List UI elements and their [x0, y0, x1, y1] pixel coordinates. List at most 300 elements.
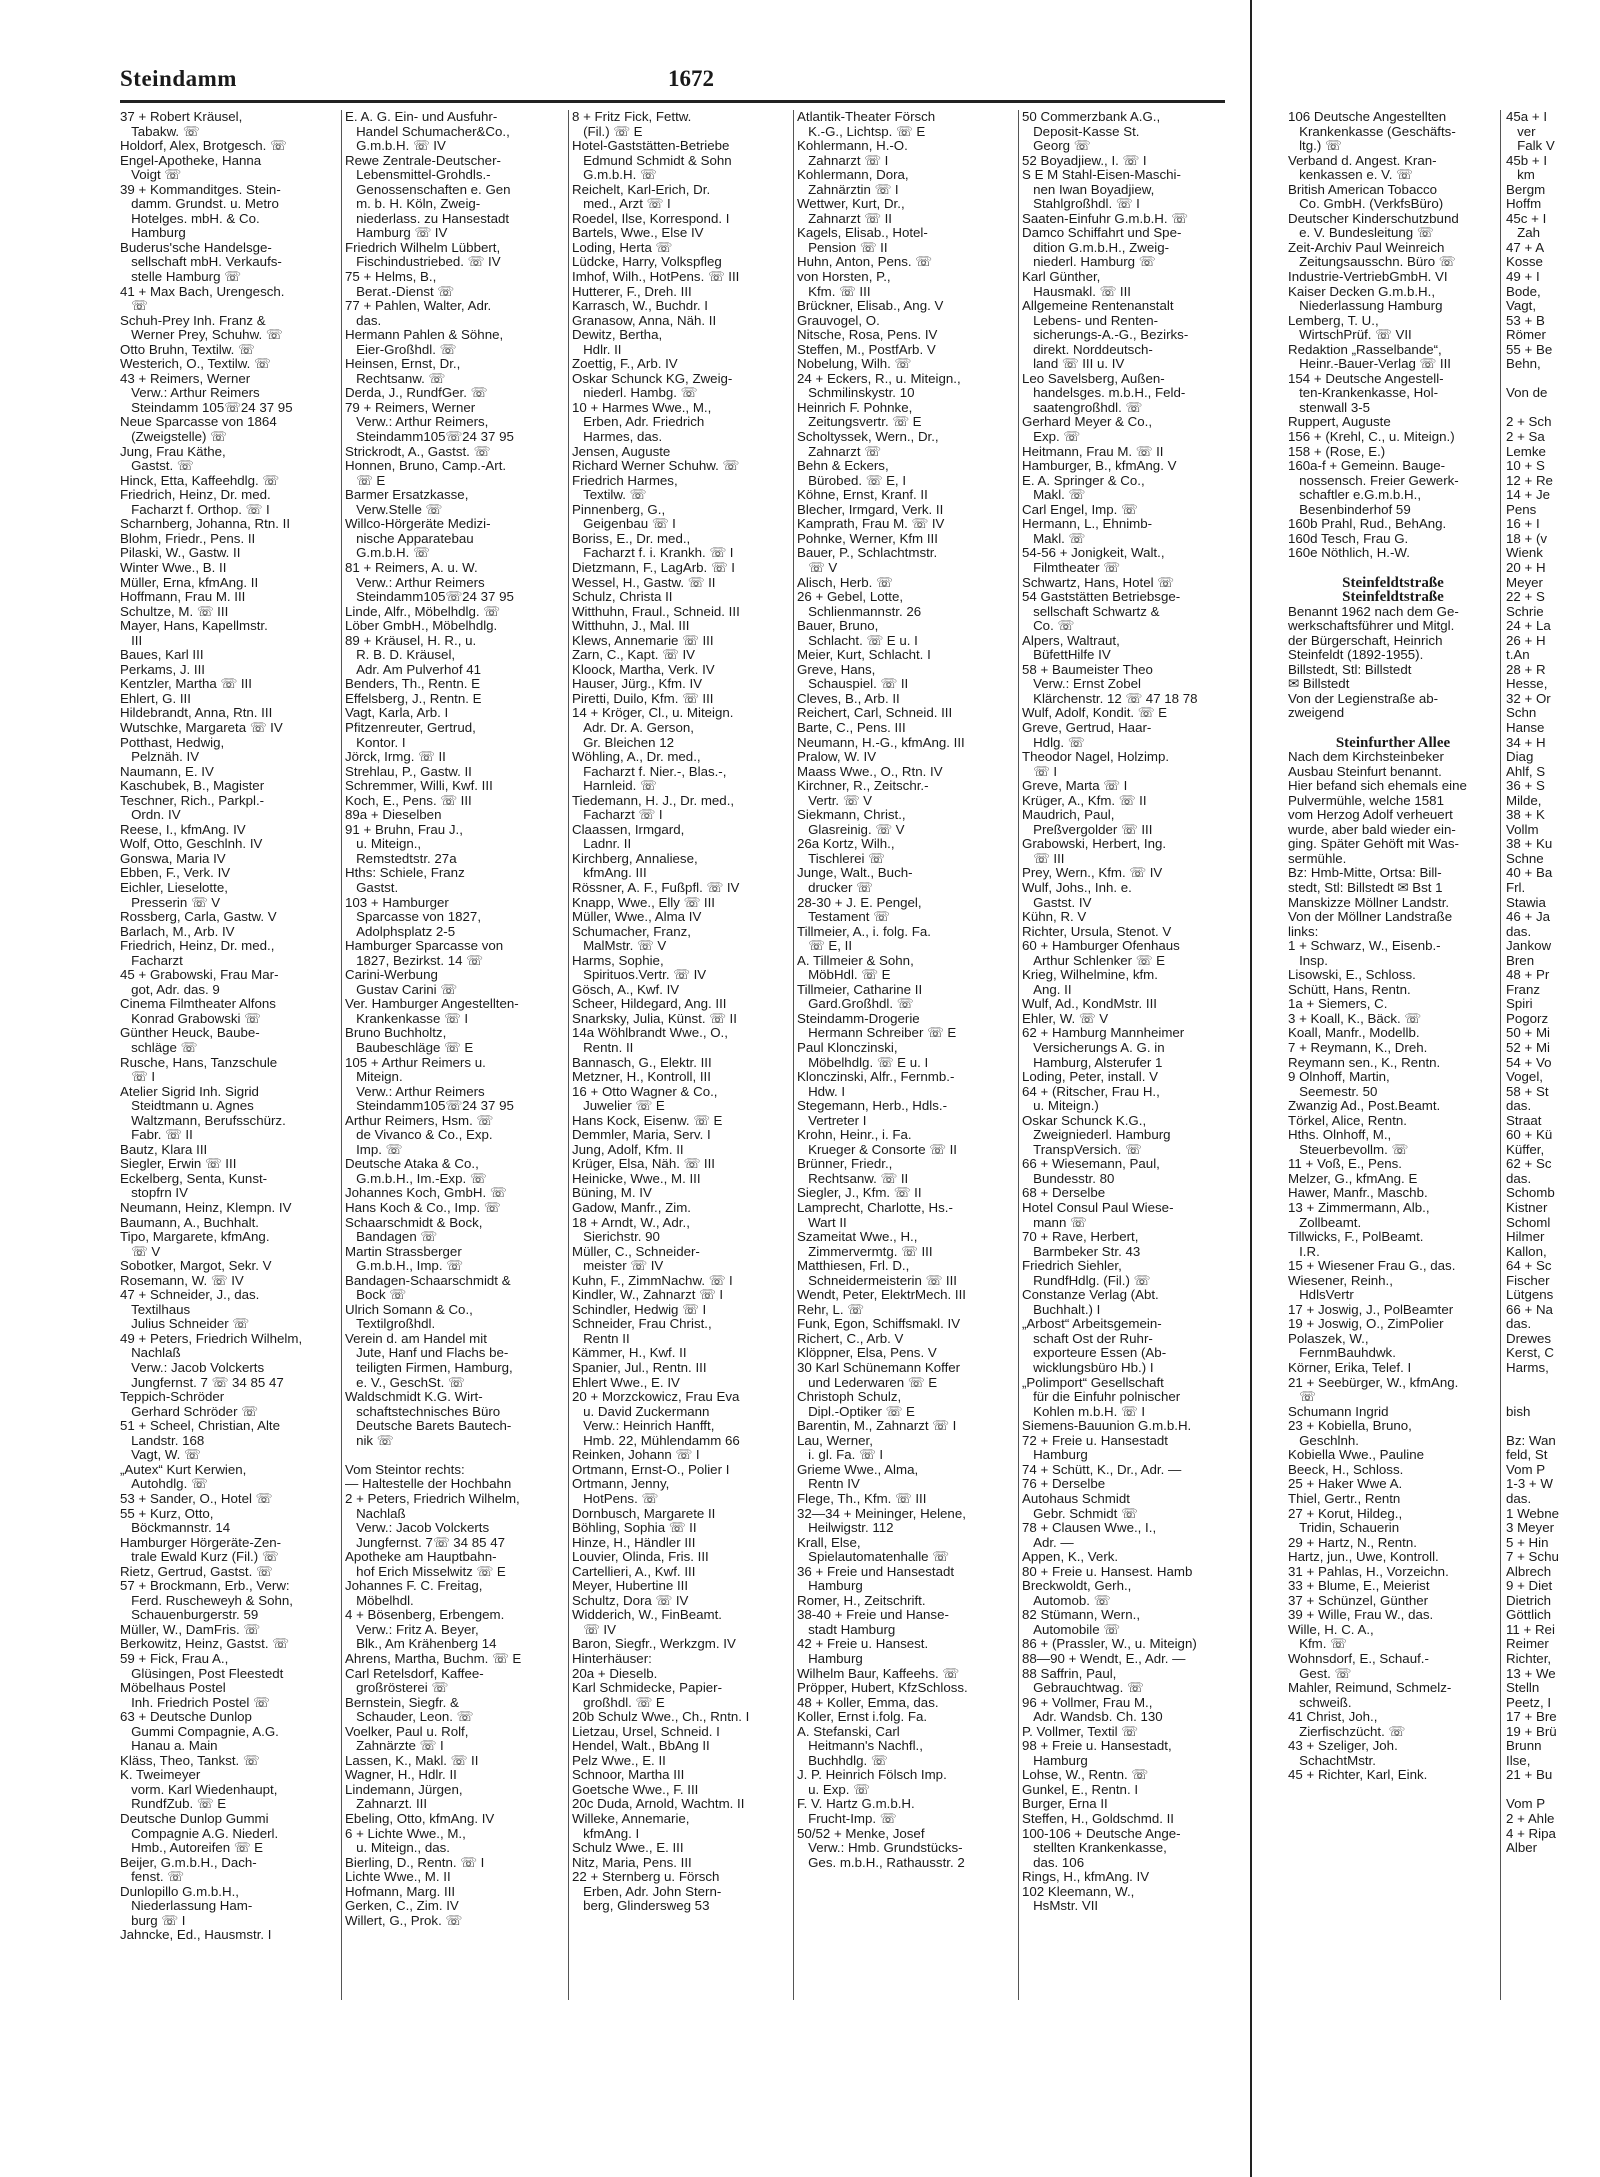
directory-entry-line: Nach dem Kirchsteinbeker: [1288, 749, 1444, 765]
directory-entry-line: Deutsche Dunlop Gummi: [120, 1810, 269, 1826]
directory-entry-line: Hamburg: [1022, 1752, 1088, 1768]
directory-entry-line: Johannes Koch, GmbH. ☏: [345, 1185, 507, 1201]
directory-entry-line: Carl Retelsdorf, Kaffee-: [345, 1665, 484, 1681]
directory-entry-line: Bauer, Bruno,: [797, 618, 879, 634]
directory-entry-line: 6 + Lichte Wwe., M.,: [345, 1825, 466, 1841]
directory-entry-line: K.-G., Lichtsp. ☏ E: [797, 123, 926, 139]
directory-entry-line: Pelznäh. IV: [120, 749, 200, 765]
directory-entry-line: 2 + Ahle: [1506, 1810, 1555, 1826]
directory-entry-line: HsMstr. VII: [1022, 1898, 1099, 1914]
directory-entry-line: Hendel, Walt., BbAng II: [572, 1738, 710, 1754]
directory-entry-line: Blecher, Irmgard, Verk. II: [797, 501, 944, 517]
directory-entry-line: Bandagen-Schaarschmidt &: [345, 1272, 511, 1288]
directory-entry-line: Barentin, M., Zahnarzt ☏ I: [797, 1418, 957, 1434]
directory-entry-line: Friedrich Wilhelm Lübbert,: [345, 239, 501, 255]
directory-entry-line: für die Einfuhr polnischer: [1022, 1389, 1181, 1405]
directory-entry-line: Kistner: [1506, 1200, 1548, 1216]
directory-entry-line: Zollbeamt.: [1288, 1214, 1362, 1230]
directory-entry-line: Vom Steintor rechts:: [345, 1461, 465, 1477]
directory-entry-line: Ver. Hamburger Angestellten-: [345, 996, 519, 1012]
directory-entry-line: 1827, Bezirkst. 14 ☏: [345, 952, 483, 968]
directory-entry-line: Lisowski, E., Schloss.: [1288, 967, 1416, 983]
directory-entry-line: Holdorf, Alex, Brotgesch. ☏: [120, 138, 287, 154]
directory-entry-line: Vogel,: [1506, 1069, 1543, 1085]
directory-entry-line: Hans Kock, Eisenw. ☏ E: [572, 1112, 723, 1128]
directory-entry-line: 154 + Deutsche Angestell-: [1288, 370, 1444, 386]
directory-entry-line: 91 + Bruhn, Frau J.,: [345, 821, 463, 837]
directory-entry-line: Vom P: [1506, 1461, 1546, 1477]
directory-entry-line: (Fil.) ☏ E: [572, 123, 643, 139]
directory-entry-line: mann ☏: [1022, 1214, 1087, 1230]
directory-entry-line: Tischlerei ☏: [797, 850, 885, 866]
directory-entry-line: Krohn, Heinr., i. Fa.: [797, 1127, 912, 1143]
directory-entry-line: Zoettig, F., Arb. IV: [572, 356, 678, 372]
directory-entry-line: Tabakw. ☏: [120, 123, 200, 139]
directory-entry-line: nik ☏: [345, 1432, 394, 1448]
directory-entry-line: Schlienmannstr. 26: [797, 603, 922, 619]
directory-entry-line: [1506, 1783, 1600, 1798]
directory-entry-line: Kläss, Theo, Tankst. ☏: [120, 1752, 260, 1768]
directory-entry-line: 24 + La: [1506, 618, 1551, 634]
directory-entry-line: 160d Tesch, Frau G.: [1288, 530, 1409, 546]
directory-entry-line: Friedrich Harmes,: [572, 472, 678, 488]
directory-entry-line: Verw.: Jacob Volckerts: [345, 1520, 490, 1536]
directory-entry-line: ☏: [120, 298, 148, 314]
directory-entry-line: Krüger, Elsa, Näh. ☏ III: [572, 1156, 716, 1172]
directory-entry-line: Reichelt, Karl-Erich, Dr.: [572, 181, 711, 197]
directory-entry-line: Christoph Schulz,: [797, 1389, 902, 1405]
directory-entry-line: Schultz, Dora ☏ IV: [572, 1592, 689, 1608]
directory-entry-line: Lemberg, T. U.,: [1288, 312, 1379, 328]
directory-entry-line: Wilhelm Baur, Kaffeehs. ☏: [797, 1665, 959, 1681]
directory-entry-line: Koller, Ernst i.folg. Fa.: [797, 1709, 928, 1725]
directory-entry-line: 102 Kleemann, W.,: [1022, 1883, 1135, 1899]
directory-entry-line: Seemestr. 50: [1288, 1083, 1378, 1099]
directory-entry-line: „Polimport“ Gesellschaft: [1022, 1374, 1164, 1390]
directory-entry-line: Tipo, Margarete, kfmAng.: [120, 1229, 270, 1245]
directory-entry-line: Hamburg, Alsterufer 1: [1022, 1054, 1163, 1070]
directory-entry-line: großrösterei ☏: [345, 1680, 449, 1696]
directory-entry-line: Bernstein, Siegfr. &: [345, 1694, 459, 1710]
directory-entry-line: Hier befand sich ehemals eine: [1288, 778, 1467, 794]
column-1: [120, 110, 338, 1943]
directory-entry-line: fenst. ☏: [120, 1869, 184, 1885]
directory-entry-line: Günther Heuck, Baube-: [120, 1025, 260, 1041]
directory-entry-line: Hamburg: [797, 1578, 863, 1594]
directory-entry-line: Zweigniederl. Hamburg: [1022, 1127, 1171, 1143]
directory-entry-line: feld, St: [1506, 1447, 1548, 1463]
directory-entry-line: Schwartz, Hans, Hotel ☏: [1022, 574, 1174, 590]
directory-entry-line: Widderich, W., FinBeamt.: [572, 1607, 722, 1623]
directory-entry-line: Bierling, D., Rentn. ☏ I: [345, 1854, 485, 1870]
directory-entry-line: Ang. II: [1022, 981, 1072, 997]
directory-entry-line: Heilwigstr. 112: [797, 1520, 894, 1536]
directory-entry-line: sermühle.: [1288, 850, 1347, 866]
directory-entry-line: Richter,: [1506, 1650, 1552, 1666]
directory-entry-line: Buchhdlg. ☏: [797, 1752, 888, 1768]
directory-entry-line: Lassen, K., Makl. ☏ II: [345, 1752, 479, 1768]
directory-entry-line: Wendt, Peter, ElektrMech. III: [797, 1287, 966, 1303]
directory-entry-line: exporteure Essen (Ab-: [1022, 1345, 1167, 1361]
directory-entry-line: Landstr. 168: [120, 1432, 205, 1448]
directory-entry-line: 4 + Ripa: [1506, 1825, 1556, 1841]
directory-entry-line: niederlass. zu Hansestadt: [345, 210, 510, 226]
directory-entry-line: Tridin, Schauerin: [1288, 1520, 1400, 1536]
directory-entry-line: Glüsingen, Post Fleestedt: [120, 1665, 284, 1681]
directory-entry-line: Kamprath, Frau M. ☏ IV: [797, 516, 945, 532]
directory-entry-line: Steffen, M., PostfArb. V: [797, 341, 936, 357]
directory-entry-line: Neue Sparcasse von 1864: [120, 414, 277, 430]
directory-entry-line: Burger, Erna II: [1022, 1796, 1108, 1812]
column-2: [345, 110, 565, 1928]
directory-entry-line: Heinsen, Ernst, Dr.,: [345, 356, 461, 372]
directory-entry-line: Makl. ☏: [1022, 487, 1086, 503]
directory-entry-line: 86 + (Prassler, W., u. Miteign): [1022, 1636, 1197, 1652]
directory-entry-line: Gustav Carini ☏: [345, 981, 457, 997]
directory-entry-line: Hausmakl. ☏ III: [1022, 283, 1131, 299]
directory-entry-line: Constanze Verlag (Abt.: [1022, 1287, 1159, 1303]
page-header: [120, 66, 1215, 98]
directory-entry-line: Stegemann, Herb., Hdls.-: [797, 1098, 948, 1114]
directory-entry-line: Harms, Sophie,: [572, 952, 664, 968]
directory-entry-line: Prey, Wern., Kfm. ☏ IV: [1022, 865, 1163, 881]
directory-entry-line: Heinicke, Wwe., M. III: [572, 1170, 701, 1186]
directory-entry-line: Baron, Siegfr., Werkzgm. IV: [572, 1636, 736, 1652]
directory-entry-line: Rewe Zentrale-Deutscher-: [345, 152, 501, 168]
directory-entry-line: 72 + Freie u. Hansestadt: [1022, 1432, 1168, 1448]
directory-entry-line: — Haltestelle der Hochbahn: [345, 1476, 512, 1492]
directory-entry-line: Handel Schumacher&Co.,: [345, 123, 510, 139]
directory-entry-line: 88—90 + Wendt, E., Adr. —: [1022, 1650, 1186, 1666]
directory-entry-line: Niederlassung Hamburg: [1288, 298, 1443, 314]
directory-entry-line: Co. ☏: [1022, 618, 1075, 634]
directory-entry-line: Kirchner, R., Zeitschr.-: [797, 778, 929, 794]
directory-entry-line: Zahnarzt ☏ II: [797, 210, 892, 226]
directory-entry-line: Jute, Hanf und Flachs be-: [345, 1345, 509, 1361]
directory-entry-line: niederl. Hamburg ☏: [1022, 254, 1156, 270]
directory-entry-line: kenkassen e. V. ☏: [1288, 167, 1413, 183]
directory-entry-line: Kindler, W., Zahnarzt ☏ I: [572, 1287, 724, 1303]
column-divider: [568, 110, 569, 2000]
directory-entry-line: Steindamm-Drogerie: [797, 1010, 920, 1026]
directory-entry-line: 98 + Freie u. Hansestadt,: [1022, 1738, 1172, 1754]
directory-entry-line: niederl. Hambg. ☏: [572, 385, 698, 401]
directory-entry-line: Gr. Bleichen 12: [572, 734, 674, 750]
directory-entry-line: 54 Gaststätten Betriebsge-: [1022, 589, 1181, 605]
directory-entry-line: 11 + Voß, E., Pens.: [1288, 1156, 1402, 1172]
directory-entry-line: Waltzmann, Berufsschürz.: [120, 1112, 286, 1128]
directory-entry-line: nische Apparatebau: [345, 530, 474, 546]
directory-entry-line: Verband d. Angest. Kran-: [1288, 152, 1437, 168]
directory-entry-line: Eier-Großhdl. ☏: [345, 341, 457, 357]
directory-entry-line: Thiel, Gertr., Rentn: [1288, 1490, 1401, 1506]
directory-entry-line: G.m.b.H., Imp. ☏: [345, 1258, 463, 1274]
directory-entry-line: 89 + Kräusel, H. R., u.: [345, 632, 477, 648]
directory-entry-line: Baubeschläge ☏ E: [345, 1040, 474, 1055]
directory-entry-line: Wille, H. C. A.,: [1288, 1621, 1374, 1637]
directory-entry-line: Facharzt ☏ I: [572, 807, 663, 823]
directory-entry-line: 52 Boyadjiew., I. ☏ I: [1022, 152, 1147, 168]
directory-entry-line: Böhling, Sophia ☏ II: [572, 1520, 697, 1536]
directory-entry-line: 21 + Bu: [1506, 1767, 1553, 1783]
directory-entry-line: 27 + Korut, Hildeg.,: [1288, 1505, 1403, 1521]
directory-entry-line: Baues, Karl III: [120, 647, 204, 663]
directory-entry-line: Siegler, Erwin ☏ III: [120, 1156, 237, 1172]
directory-entry-line: Co. GmbH. (VerkfsBüro): [1288, 196, 1444, 212]
directory-entry-line: Alpers, Waltraut,: [1022, 632, 1120, 648]
column-divider: [1500, 110, 1501, 2000]
directory-entry-line: Benders, Th., Rentn. E: [345, 676, 481, 692]
directory-entry-line: Mahler, Reimund, Schmelz-: [1288, 1680, 1452, 1696]
directory-entry-line: Hamburg ☏ IV: [345, 225, 448, 241]
directory-entry-line: Kirchberg, Annaliese,: [572, 850, 698, 866]
directory-entry-line: Cinema Filmtheater Alfons: [120, 996, 276, 1012]
directory-entry-line: Kfm. ☏: [1288, 1636, 1347, 1652]
directory-entry-line: m. b. H. Köln, Zweig-: [345, 196, 481, 212]
directory-entry-line: Gösch, A., Kwf. IV: [572, 981, 680, 997]
directory-entry-line: 64 + (Ritscher, Frau H.,: [1022, 1083, 1160, 1099]
directory-entry-line: ✉ Billstedt: [1288, 676, 1350, 692]
directory-entry-line: Besenbinderhof 59: [1288, 501, 1411, 517]
directory-entry-line: Oskar Schunck K.G.,: [1022, 1112, 1147, 1128]
directory-entry-line: Niederlassung Ham-: [120, 1898, 253, 1914]
directory-entry-line: Deutscher Kinderschutzbund: [1288, 210, 1459, 226]
directory-entry-line: u. Miteign., das.: [345, 1840, 450, 1856]
directory-entry-line: F. V. Hartz G.m.b.H.: [797, 1796, 915, 1812]
column-3: [572, 110, 790, 1914]
directory-entry-line: Wessel, H., Gastw. ☏ II: [572, 574, 716, 590]
directory-entry-line: Romer, H., Zeitschrift.: [797, 1592, 926, 1608]
directory-entry-line: Wulf, Adolf, Kondit. ☏ E: [1022, 705, 1167, 721]
directory-entry-line: 74 + Schütt, K., Dr., Adr. —: [1022, 1461, 1182, 1477]
column-5: [1022, 110, 1234, 1914]
directory-entry-line: 14a Wöhlbrandt Wwe., O.,: [572, 1025, 728, 1041]
directory-entry-line: 39 + Kommanditges. Stein-: [120, 181, 281, 197]
directory-entry-line: Richard Werner Schuhw. ☏: [572, 458, 740, 474]
directory-entry-line: Nachlaß: [345, 1505, 406, 1521]
directory-entry-line: sellschaft mbH. Verkaufs-: [120, 254, 282, 270]
directory-entry-line: 38-40 + Freie und Hanse-: [797, 1607, 949, 1623]
directory-entry-line: (Zweigstelle) ☏: [120, 429, 227, 445]
directory-entry-line: „Autex“ Kurt Kerwien,: [120, 1461, 247, 1477]
directory-entry-line: Neumann, H.-G., kfmAng. III: [797, 734, 965, 750]
directory-entry-line: vorm. Karl Wiedenhaupt,: [120, 1781, 278, 1797]
directory-entry-line: Nobelung, Wilh. ☏: [797, 356, 912, 372]
directory-entry-line: Zahnärztin ☏ I: [797, 181, 899, 197]
directory-entry-line: Hanau a. Main: [120, 1738, 218, 1754]
directory-entry-line: Kerst, C: [1506, 1345, 1555, 1361]
directory-entry-line: Klöppner, Elsa, Pens. V: [797, 1345, 937, 1361]
directory-entry-line: 1 + Schwarz, W., Eisenb.-: [1288, 938, 1441, 954]
directory-entry-line: Harnleid. ☏: [572, 778, 657, 794]
directory-entry-line: Dietzmann, F., LagArb. ☏ I: [572, 559, 735, 575]
directory-entry-line: Glasreinig. ☏ V: [797, 821, 905, 837]
directory-entry-line: Pralow, W. IV: [797, 749, 877, 765]
directory-entry-line: Hmb. 22, Mühlendamm 66: [572, 1432, 740, 1448]
directory-entry-line: S E M Stahl-Eisen-Maschi-: [1022, 167, 1181, 183]
directory-entry-line: Friedrich Siehler,: [1022, 1258, 1122, 1274]
directory-entry-line: FernmBauhdwk.: [1288, 1345, 1396, 1361]
directory-entry-line: Schumacher, Franz,: [572, 923, 691, 939]
directory-entry-line: J. P. Heinrich Fölsch Imp.: [797, 1767, 947, 1783]
directory-entry-line: Kühn, R. V: [1022, 909, 1087, 925]
directory-entry-line: 96 + Vollmer, Frau M.,: [1022, 1694, 1153, 1710]
directory-entry-line: 62 + Sc: [1506, 1156, 1552, 1172]
directory-entry-line: Naumann, E. IV: [120, 763, 214, 779]
directory-entry-line: Vagt, W. ☏: [120, 1447, 201, 1463]
directory-entry-line: 58 + St: [1506, 1083, 1549, 1099]
directory-entry-line: Wutschke, Margareta ☏ IV: [120, 719, 283, 735]
directory-entry-line: Siegler, J., Kfm. ☏ II: [797, 1185, 922, 1201]
directory-entry-line: Pulvermühle, welche 1581: [1288, 792, 1444, 808]
directory-entry-line: Verw.: Jacob Volckerts: [120, 1360, 265, 1376]
directory-entry-line: ☏ III: [1022, 850, 1065, 866]
directory-entry-line: 63 + Deutsche Dunlop: [120, 1709, 252, 1725]
directory-entry-line: Steidtmann u. Agnes: [120, 1098, 254, 1114]
directory-entry-line: Milde,: [1506, 792, 1542, 808]
directory-entry-line: Konrad Grabowski ☏: [120, 1010, 261, 1026]
directory-entry-line: Pelz Wwe., E. II: [572, 1752, 666, 1768]
directory-entry-line: Lohse, W., Rentn. ☏: [1022, 1767, 1149, 1783]
directory-entry-line: ☏ I: [120, 1069, 156, 1085]
directory-entry-line: Granasow, Anna, Näh. II: [572, 312, 717, 328]
directory-entry-line: Insp.: [1288, 952, 1328, 968]
directory-entry-line: 82 Stümann, Wern.,: [1022, 1607, 1141, 1623]
directory-entry-line: 49 + I: [1506, 269, 1540, 285]
directory-entry-line: Von der Möllner Landstraße: [1288, 909, 1453, 925]
directory-entry-line: Barte, C., Pens. III: [797, 719, 906, 735]
directory-entry-line: Bz: Hmb-Mitte, Ortsa: Bill-: [1288, 865, 1442, 881]
directory-entry-line: Sparcasse von 1827,: [345, 909, 482, 925]
directory-entry-line: RundfHdlg. (Fil.) ☏: [1022, 1272, 1151, 1288]
directory-entry-line: berg, Glindersweg 53: [572, 1898, 710, 1914]
directory-entry-line: Straat: [1506, 1112, 1542, 1128]
directory-entry-line: Greve, Hans,: [797, 661, 876, 677]
directory-entry-line: u. Miteign.): [1022, 1098, 1099, 1114]
directory-entry-line: 45a + I: [1506, 110, 1548, 124]
directory-entry-line: Bren: [1506, 952, 1535, 968]
directory-entry-line: Witthuhn, J., Mal. III: [572, 618, 690, 634]
directory-entry-line: 17 + Joswig, J., PolBeamter: [1288, 1301, 1454, 1317]
directory-entry-line: 10 + Harmes Wwe., M.,: [572, 399, 712, 415]
directory-entry-line: u. David Zuckermann: [572, 1403, 710, 1419]
directory-entry-line: Krueger & Consorte ☏ II: [797, 1141, 958, 1157]
directory-entry-line: Deutsche Ataka & Co.,: [345, 1156, 479, 1172]
directory-entry-line: Huhn, Anton, Pens. ☏: [797, 254, 932, 270]
directory-entry-line: ☏ E: [345, 472, 386, 488]
directory-entry-line: Erben, Adr. Friedrich: [572, 414, 705, 430]
directory-entry-line: Textilhaus: [120, 1301, 191, 1317]
directory-entry-line: Carini-Werbung: [345, 967, 438, 983]
directory-entry-line: Bode,: [1506, 283, 1541, 299]
directory-entry-line: Schauspiel. ☏ II: [797, 676, 909, 692]
directory-entry-line: 24 + Eckers, R., u. Miteign.,: [797, 370, 961, 386]
directory-entry-line: Scharnberg, Johanna, Rtn. II: [120, 516, 291, 532]
directory-entry-line: de Vivanco & Co., Exp.: [345, 1127, 493, 1143]
directory-entry-line: 64 + Sc: [1506, 1258, 1552, 1274]
directory-entry-line: Piretti, Duilo, Kfm. ☏ III: [572, 690, 714, 706]
directory-entry-line: 20a + Dieselb.: [572, 1665, 658, 1681]
directory-entry-line: got, Adr. das. 9: [120, 981, 220, 997]
directory-entry-line: Erben, Adr. John Stern-: [572, 1883, 722, 1899]
directory-entry-line: 15 + Wiesener Frau G., das.: [1288, 1258, 1456, 1274]
directory-entry-line: G.m.b.H., Im.-Exp. ☏: [345, 1170, 487, 1186]
directory-entry-line: WirtschPrüf. ☏ VII: [1288, 327, 1412, 343]
directory-entry-line: Spielautomatenhalle ☏: [797, 1549, 949, 1565]
directory-entry-line: Facharzt f. Orthop. ☏ I: [120, 501, 270, 517]
directory-entry-line: Strehlau, P., Gastw. II: [345, 763, 472, 779]
directory-entry-line: Wart II: [797, 1214, 847, 1230]
directory-entry-line: Lebens- und Renten-: [1022, 312, 1159, 328]
directory-entry-line: Jensen, Auguste: [572, 443, 671, 459]
directory-entry-line: 42 + Freie u. Hansest.: [797, 1636, 929, 1652]
directory-entry-line: Jung, Frau Käthe,: [120, 443, 226, 459]
directory-entry-line: Georg ☏: [1022, 138, 1091, 154]
directory-entry-line: Schneidermeisterin ☏ III: [797, 1272, 957, 1288]
directory-entry-line: Hofmann, Marg. III: [345, 1883, 456, 1899]
directory-entry-line: damm. Grundst. u. Metro: [120, 196, 279, 212]
directory-entry-line: Teppich-Schröder: [120, 1389, 225, 1405]
directory-entry-line: Ruppert, Auguste: [1288, 414, 1391, 430]
directory-entry-line: Hartz, jun., Uwe, Kontroll.: [1288, 1549, 1439, 1565]
directory-entry-line: das.: [1506, 1170, 1532, 1186]
directory-entry-line: [1506, 372, 1600, 387]
directory-entry-line: von Horsten, P.,: [797, 269, 891, 285]
directory-entry-line: Gonswa, Maria IV: [120, 850, 226, 866]
directory-entry-line: Fischer: [1506, 1272, 1550, 1288]
directory-entry-line: G.m.b.H. ☏ IV: [345, 138, 446, 154]
directory-entry-line: Meier, Kurt, Schlacht. I: [797, 647, 931, 663]
directory-entry-line: Frucht-Imp. ☏: [797, 1810, 897, 1826]
directory-entry-line: [1506, 1419, 1600, 1434]
directory-entry-line: Diag: [1506, 749, 1534, 765]
directory-entry-line: Sobotker, Margot, Sekr. V: [120, 1258, 272, 1274]
directory-entry-line: Kohlen m.b.H. ☏ I: [1022, 1403, 1146, 1419]
directory-entry-line: Pinnenberg, G.,: [572, 501, 666, 517]
directory-entry-line: [1288, 561, 1498, 576]
directory-entry-line: Müller, C., Schneider-: [572, 1243, 700, 1259]
directory-entry-line: Atlantik-Theater Försch: [797, 110, 936, 124]
directory-entry-line: Siekmann, Christ.,: [797, 807, 906, 823]
directory-entry-line: schaftstechnisches Büro: [345, 1403, 501, 1419]
directory-entry-line: Friedrich, Heinz, Dr. med.,: [120, 938, 275, 954]
directory-entry-line: Louvier, Olinda, Fris. III: [572, 1549, 709, 1565]
directory-entry-line: Drewes: [1506, 1330, 1552, 1346]
directory-entry-line: ☏ V: [120, 1243, 161, 1259]
directory-entry-line: Bruno Buchholtz,: [345, 1025, 447, 1041]
directory-entry-line: Karrasch, W., Buchdr. I: [572, 298, 708, 314]
directory-entry-line: Karl Schmidecke, Papier-: [572, 1680, 723, 1696]
directory-entry-line: 160b Prahl, Rud., BehAng.: [1288, 516, 1447, 532]
directory-entry-line: Versicherungs A. G. in: [1022, 1040, 1165, 1055]
directory-entry-line: 43 + Szeliger, Joh.: [1288, 1738, 1398, 1754]
directory-entry-line: Apotheke am Hauptbahn-: [345, 1549, 497, 1565]
directory-entry-line: Koch, E., Pens. ☏ III: [345, 792, 472, 808]
directory-entry-line: Dipl.-Optiker ☏ E: [797, 1403, 915, 1419]
directory-entry-line: 45 + Grabowski, Frau Mar-: [120, 967, 279, 983]
directory-entry-line: Lemke: [1506, 443, 1546, 459]
directory-entry-line: i. gl. Fa. ☏ I: [797, 1447, 884, 1463]
column-divider: [793, 110, 794, 2000]
directory-entry-line: 46 + Ja: [1506, 909, 1550, 925]
directory-entry-line: Verw.Stelle ☏: [345, 501, 443, 517]
directory-entry-line: u. Miteign.,: [345, 836, 422, 852]
directory-entry-line: 5 + Hin: [1506, 1534, 1549, 1550]
directory-entry-line: Richter, Ursula, Stenot. V: [1022, 923, 1172, 939]
directory-entry-line: Johannes F. C. Freitag,: [345, 1578, 483, 1594]
directory-entry-line: Kfm. ☏ III: [797, 283, 871, 299]
directory-entry-line: 18 + Arndt, W., Adr.,: [572, 1214, 690, 1230]
